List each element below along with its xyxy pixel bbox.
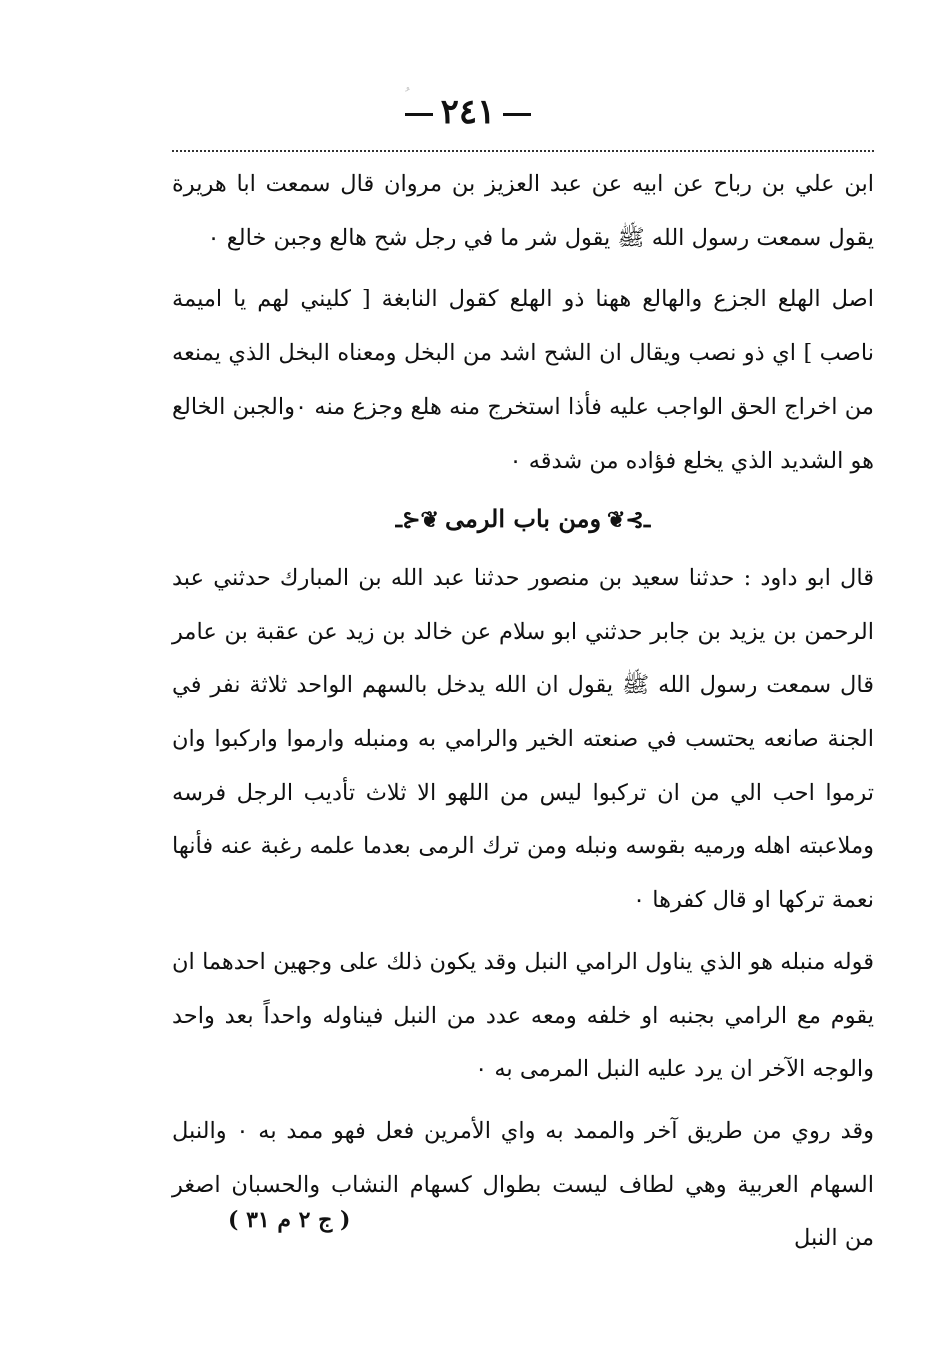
section-heading xyxy=(172,492,874,548)
heading-ornament-right: ـ⊱❦ xyxy=(607,507,651,534)
footer-signature: ( ج ٢ م ٣١ ) xyxy=(228,1207,351,1233)
paragraph-hadith-intro: ابن علي بن رباح عن ابيه عن عبد العزيز بن مروان قال سمعت ابا هريرة يقول سمعت رسول الله ﷺ يقول شر ما في رجل شح هالع وجبن خالع ٠ xyxy=(172,171,874,251)
faint-pencil-mark: ﹸ xyxy=(405,86,410,105)
page-number-dash-left xyxy=(405,113,433,116)
section-title: ومن باب الرمى xyxy=(444,504,602,534)
heading-ornament-left: ❦⊰ـ xyxy=(395,507,439,534)
paragraph-commentary-halaa: اصل الهلع الجزع والهالع ههنا ذو الهلع كقول النابغة [ كليني لهم يا اميمة ناصب ] اي ذو نصب ويقال ان الشح اشد من البخل ومعناه البخل الذي يمنعه من اخراج الحق الواجب عليه فأذا استخرج منه هلع وجزع منه ٠والجبن الخالع هو الشديد الذي يخلع فؤاده من شدقه ٠ xyxy=(172,286,874,474)
paragraph-commentary-nabl: وقد روي من طريق آخر والممد به واي الأمرين فعل فهو ممد به ٠ والنبل السهام العربية وهي لطاف ليست بطوال كسهام النشاب والحسبان اصغر من النبل xyxy=(172,1117,874,1252)
paragraph-hadith-archery: قال ابو داود : حدثنا سعيد بن منصور حدثنا عبد الله بن المبارك حدثني عبد الرحمن بن يزيد بن جابر حدثني ابو سلام عن خالد بن زيد عن عقبة بن عامر قال سمعت رسول الله ﷺ يقول ان الله يدخل بالسهم الواحد ثلاثة نفر في الجنة صانعه يحتسب في صنعته الخير والرامي به ومنبله وارموا واركبوا وان ترموا احب الي من ان تركبوا ليس من اللهو الا ثلاث تأديب الرجل فرسه وملاعبته اهله ورميه بقوسه ونبله ومن ترك الرمى بعدما علمه رغبة عنه فأنها نعمة تركها او قال كفرها ٠ xyxy=(172,564,874,914)
paragraph-commentary-munabbil: قوله منبله هو الذي يناول الرامي النبل وقد يكون ذلك على وجهين احدهما ان يقوم مع الرامي بجنبه او خلفه ومعه عدد من النبل فيناوله واحداً بعد واحد والوجه الآخر ان يرد عليه النبل المرمى به ٠ xyxy=(172,948,874,1083)
page-number-header xyxy=(0,92,936,132)
page-number: ٢٤١ xyxy=(440,92,496,132)
header-dotted-rule xyxy=(172,150,874,152)
page-number-dash-right xyxy=(503,113,531,116)
main-text-block xyxy=(172,158,874,1266)
